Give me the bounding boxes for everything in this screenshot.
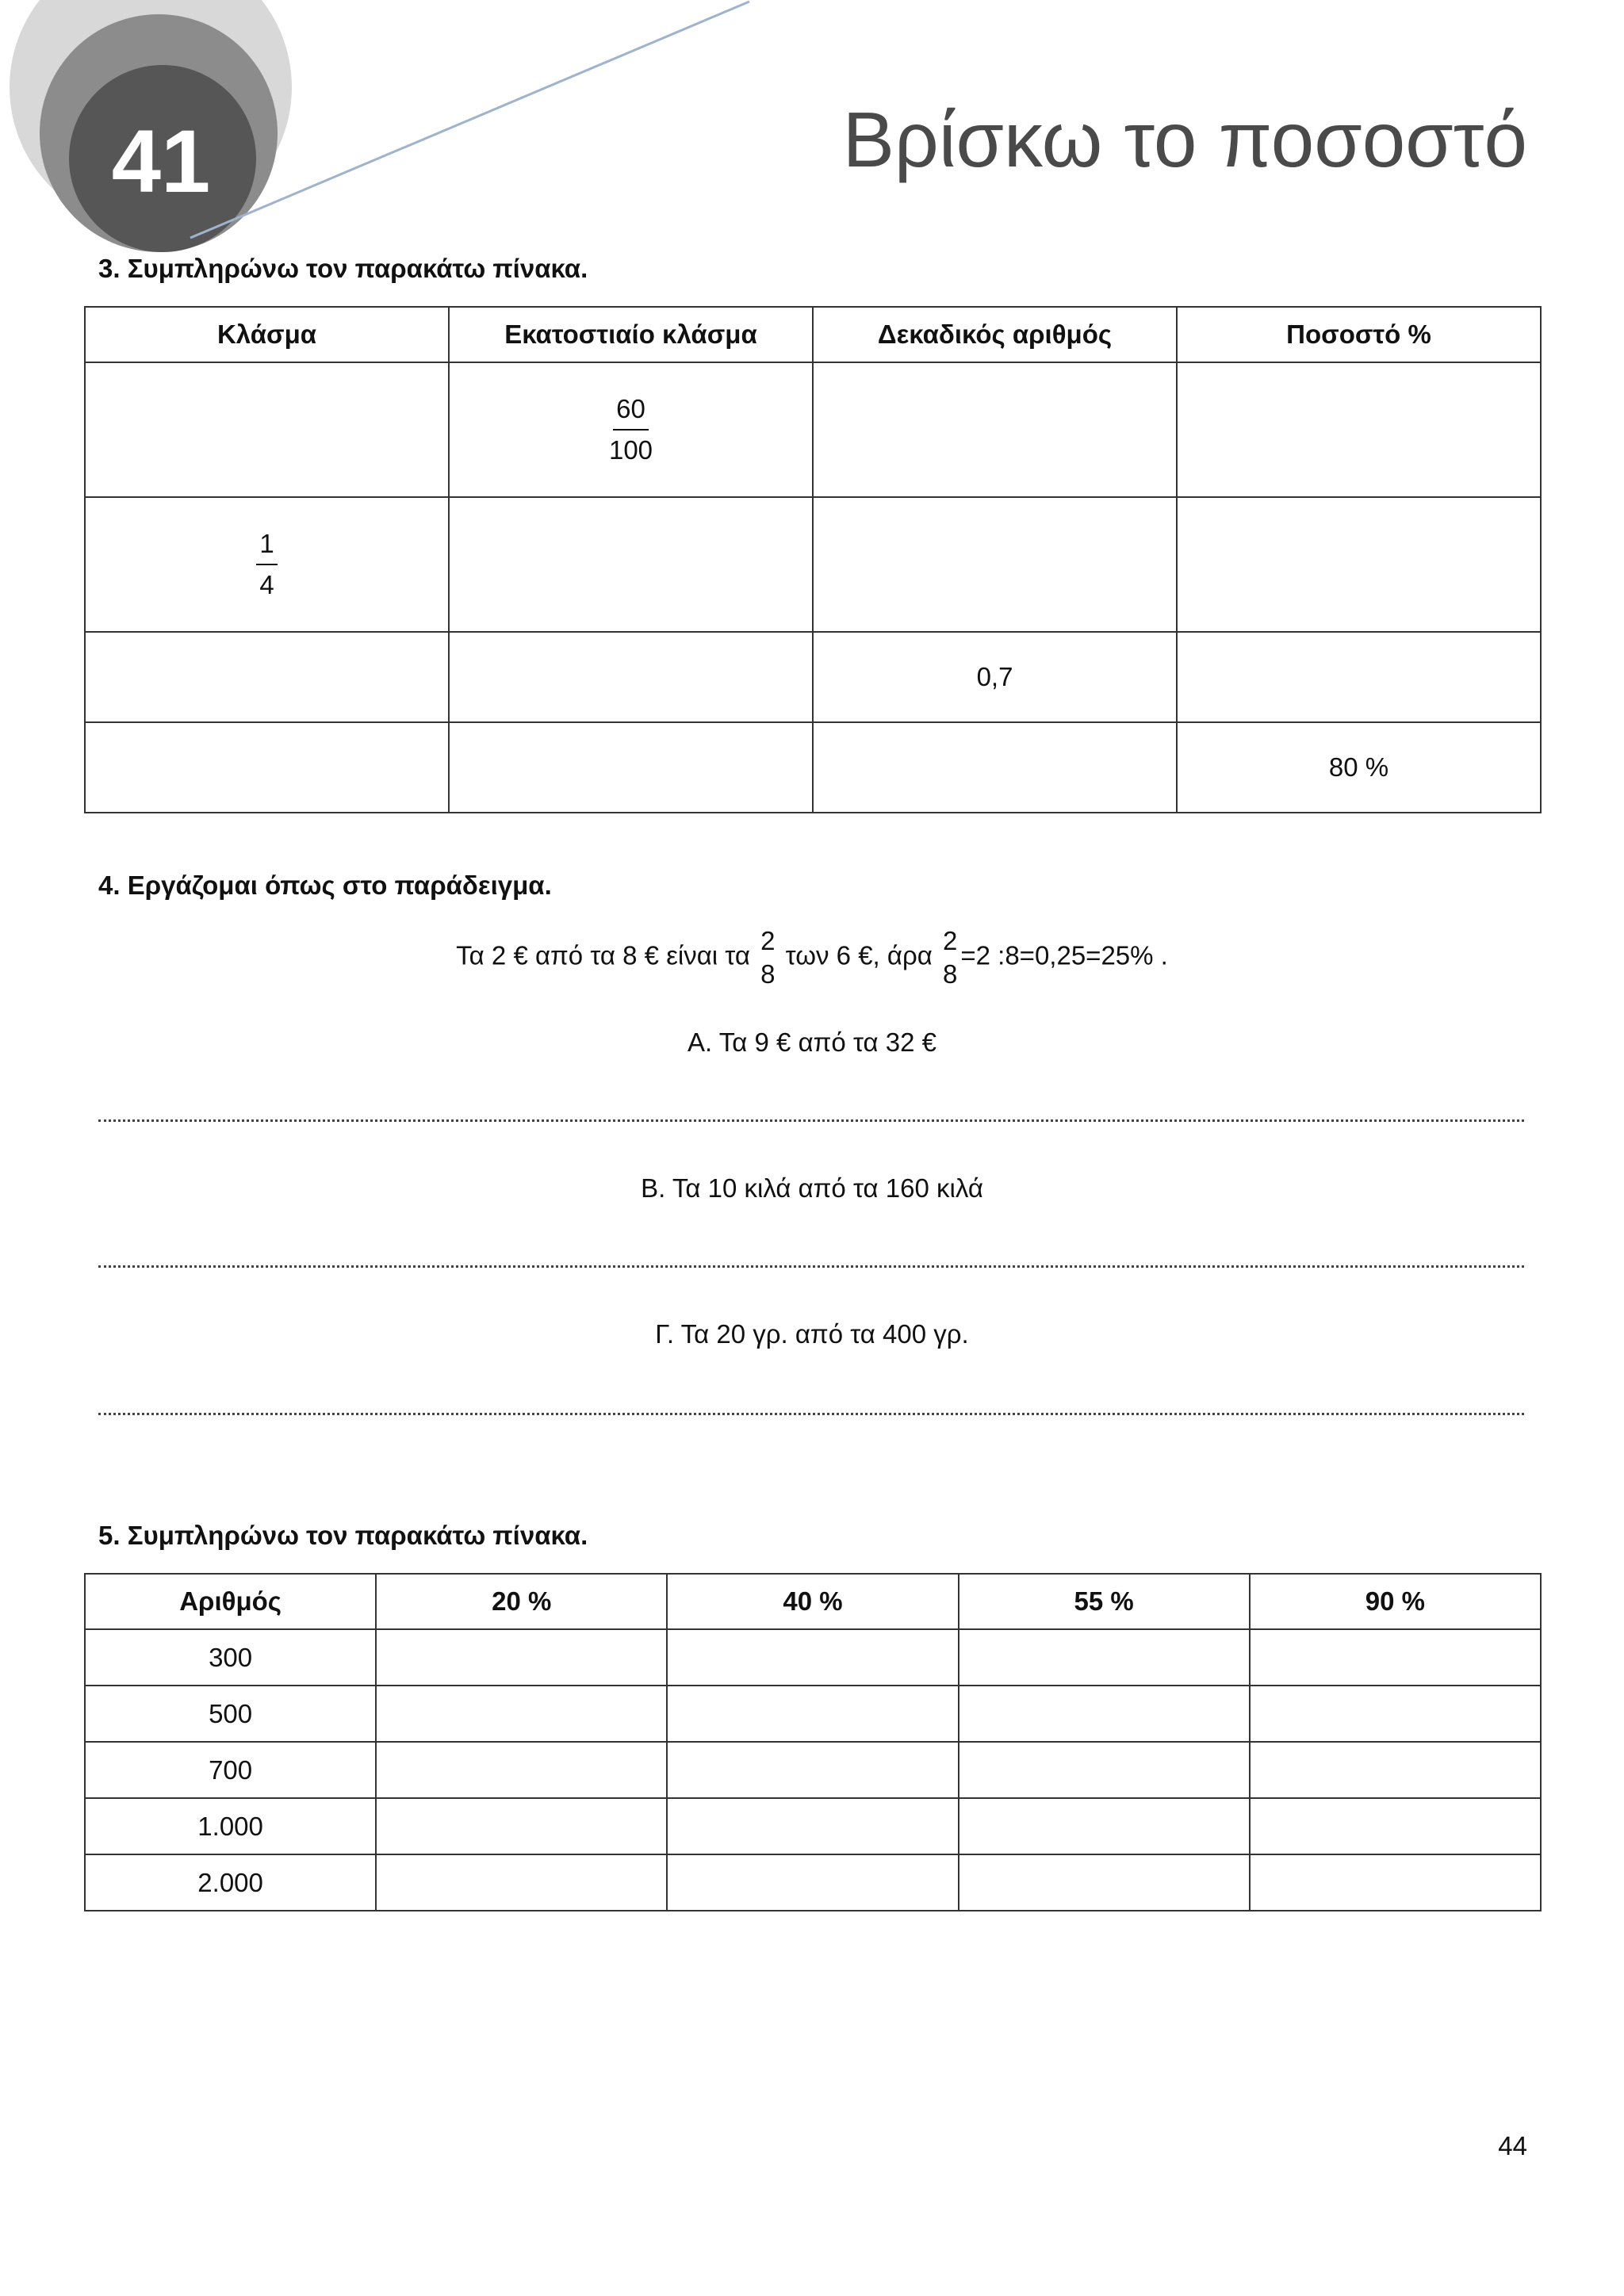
fraction-numerator: 2: [943, 926, 958, 955]
answer-cell[interactable]: [85, 632, 449, 722]
fraction-denominator: 8: [760, 959, 776, 989]
answer-line[interactable]: [98, 1119, 1524, 1122]
exercise5-table: [84, 1573, 1542, 1911]
answer-cell[interactable]: [449, 632, 813, 722]
page-number: 44: [1498, 2131, 1527, 2160]
example-text: Τα 2 € από τα 8 € είναι τα: [456, 940, 750, 970]
table-row: [85, 1798, 1541, 1854]
answer-cell[interactable]: [1177, 362, 1541, 497]
fraction-numerator: 60: [613, 394, 649, 430]
answer-cell[interactable]: [959, 1686, 1250, 1742]
answer-cell[interactable]: [376, 1798, 667, 1854]
task-b: Β. Τα 10 κιλά από τα 160 κιλά: [641, 1173, 983, 1203]
page-title: Βρίσκω το ποσοστό: [842, 96, 1527, 183]
answer-line[interactable]: [98, 1265, 1524, 1268]
number-cell: 2.000: [85, 1854, 376, 1911]
answer-cell[interactable]: [667, 1742, 958, 1798]
answer-cell[interactable]: [1250, 1854, 1541, 1911]
fraction-denominator: 4: [259, 570, 274, 599]
column-header: 20 %: [376, 1574, 667, 1629]
answer-cell[interactable]: [1177, 497, 1541, 632]
answer-cell[interactable]: [667, 1798, 958, 1854]
answer-cell[interactable]: [376, 1686, 667, 1742]
exercise3-table: [84, 306, 1542, 813]
fraction: [757, 926, 778, 989]
task-c: Γ. Τα 20 γρ. από τα 400 γρ.: [655, 1319, 969, 1349]
number-cell: 300: [85, 1629, 376, 1686]
answer-cell[interactable]: [813, 722, 1177, 813]
exercise3-heading: 3. Συμπληρώνω τον παρακάτω πίνακα.: [98, 254, 588, 283]
fraction: [256, 529, 277, 600]
answer-cell[interactable]: [449, 722, 813, 813]
answer-cell[interactable]: [959, 1854, 1250, 1911]
table-header-row: [85, 307, 1541, 362]
table-row: [85, 1686, 1541, 1742]
column-header: Ποσοστό %: [1177, 307, 1541, 362]
number-cell: 500: [85, 1686, 376, 1742]
answer-cell[interactable]: [667, 1629, 958, 1686]
answer-cell[interactable]: [449, 497, 813, 632]
answer-cell[interactable]: [667, 1686, 958, 1742]
exercise5-heading: 5. Συμπληρώνω τον παρακάτω πίνακα.: [98, 1521, 588, 1550]
example-text: των 6 €, άρα: [785, 940, 933, 970]
worked-example: [0, 926, 1624, 989]
fraction-numerator: 2: [760, 926, 776, 955]
table-row: [85, 632, 1541, 722]
answer-cell[interactable]: [85, 362, 449, 497]
table-row: [85, 362, 1541, 497]
percent-cell: 80 %: [1177, 722, 1541, 813]
column-header: Δεκαδικός αριθμός: [813, 307, 1177, 362]
number-cell: 700: [85, 1742, 376, 1798]
column-header: Αριθμός: [85, 1574, 376, 1629]
table-row: [85, 1854, 1541, 1911]
fraction-denominator: 100: [608, 435, 653, 465]
lesson-number: 41: [111, 111, 211, 211]
column-header: Κλάσμα: [85, 307, 449, 362]
table-row: [85, 1629, 1541, 1686]
answer-cell[interactable]: [85, 722, 449, 813]
column-header: 55 %: [959, 1574, 1250, 1629]
table-row: [85, 1742, 1541, 1798]
answer-cell[interactable]: [1250, 1686, 1541, 1742]
fraction: [940, 926, 960, 989]
answer-cell[interactable]: [813, 497, 1177, 632]
column-header: Εκατοστιαίο κλάσμα: [449, 307, 813, 362]
table-row: [85, 497, 1541, 632]
column-header: 90 %: [1250, 1574, 1541, 1629]
decimal-cell: 0,7: [813, 632, 1177, 722]
answer-cell[interactable]: [376, 1629, 667, 1686]
answer-cell[interactable]: [1177, 632, 1541, 722]
answer-cell[interactable]: [1250, 1742, 1541, 1798]
exercise4-heading: 4. Εργάζομαι όπως στο παράδειγμα.: [98, 871, 552, 900]
answer-cell[interactable]: [959, 1629, 1250, 1686]
answer-line[interactable]: [98, 1413, 1524, 1415]
answer-cell[interactable]: [813, 362, 1177, 497]
answer-cell[interactable]: [1250, 1629, 1541, 1686]
example-text: =2 :8=0,25=25% .: [960, 940, 1168, 970]
table-cell: [449, 362, 813, 497]
answer-cell[interactable]: [376, 1742, 667, 1798]
fraction-numerator: 1: [256, 529, 277, 565]
table-cell: [85, 497, 449, 632]
task-a: Α. Τα 9 € από τα 32 €: [688, 1027, 936, 1057]
fraction-denominator: 8: [943, 959, 958, 989]
table-row: [85, 722, 1541, 813]
answer-cell[interactable]: [959, 1742, 1250, 1798]
answer-cell[interactable]: [376, 1854, 667, 1911]
answer-cell[interactable]: [667, 1854, 958, 1911]
answer-cell[interactable]: [959, 1798, 1250, 1854]
answer-cell[interactable]: [1250, 1798, 1541, 1854]
fraction: [606, 394, 656, 465]
table-header-row: [85, 1574, 1541, 1629]
number-cell: 1.000: [85, 1798, 376, 1854]
column-header: 40 %: [667, 1574, 958, 1629]
